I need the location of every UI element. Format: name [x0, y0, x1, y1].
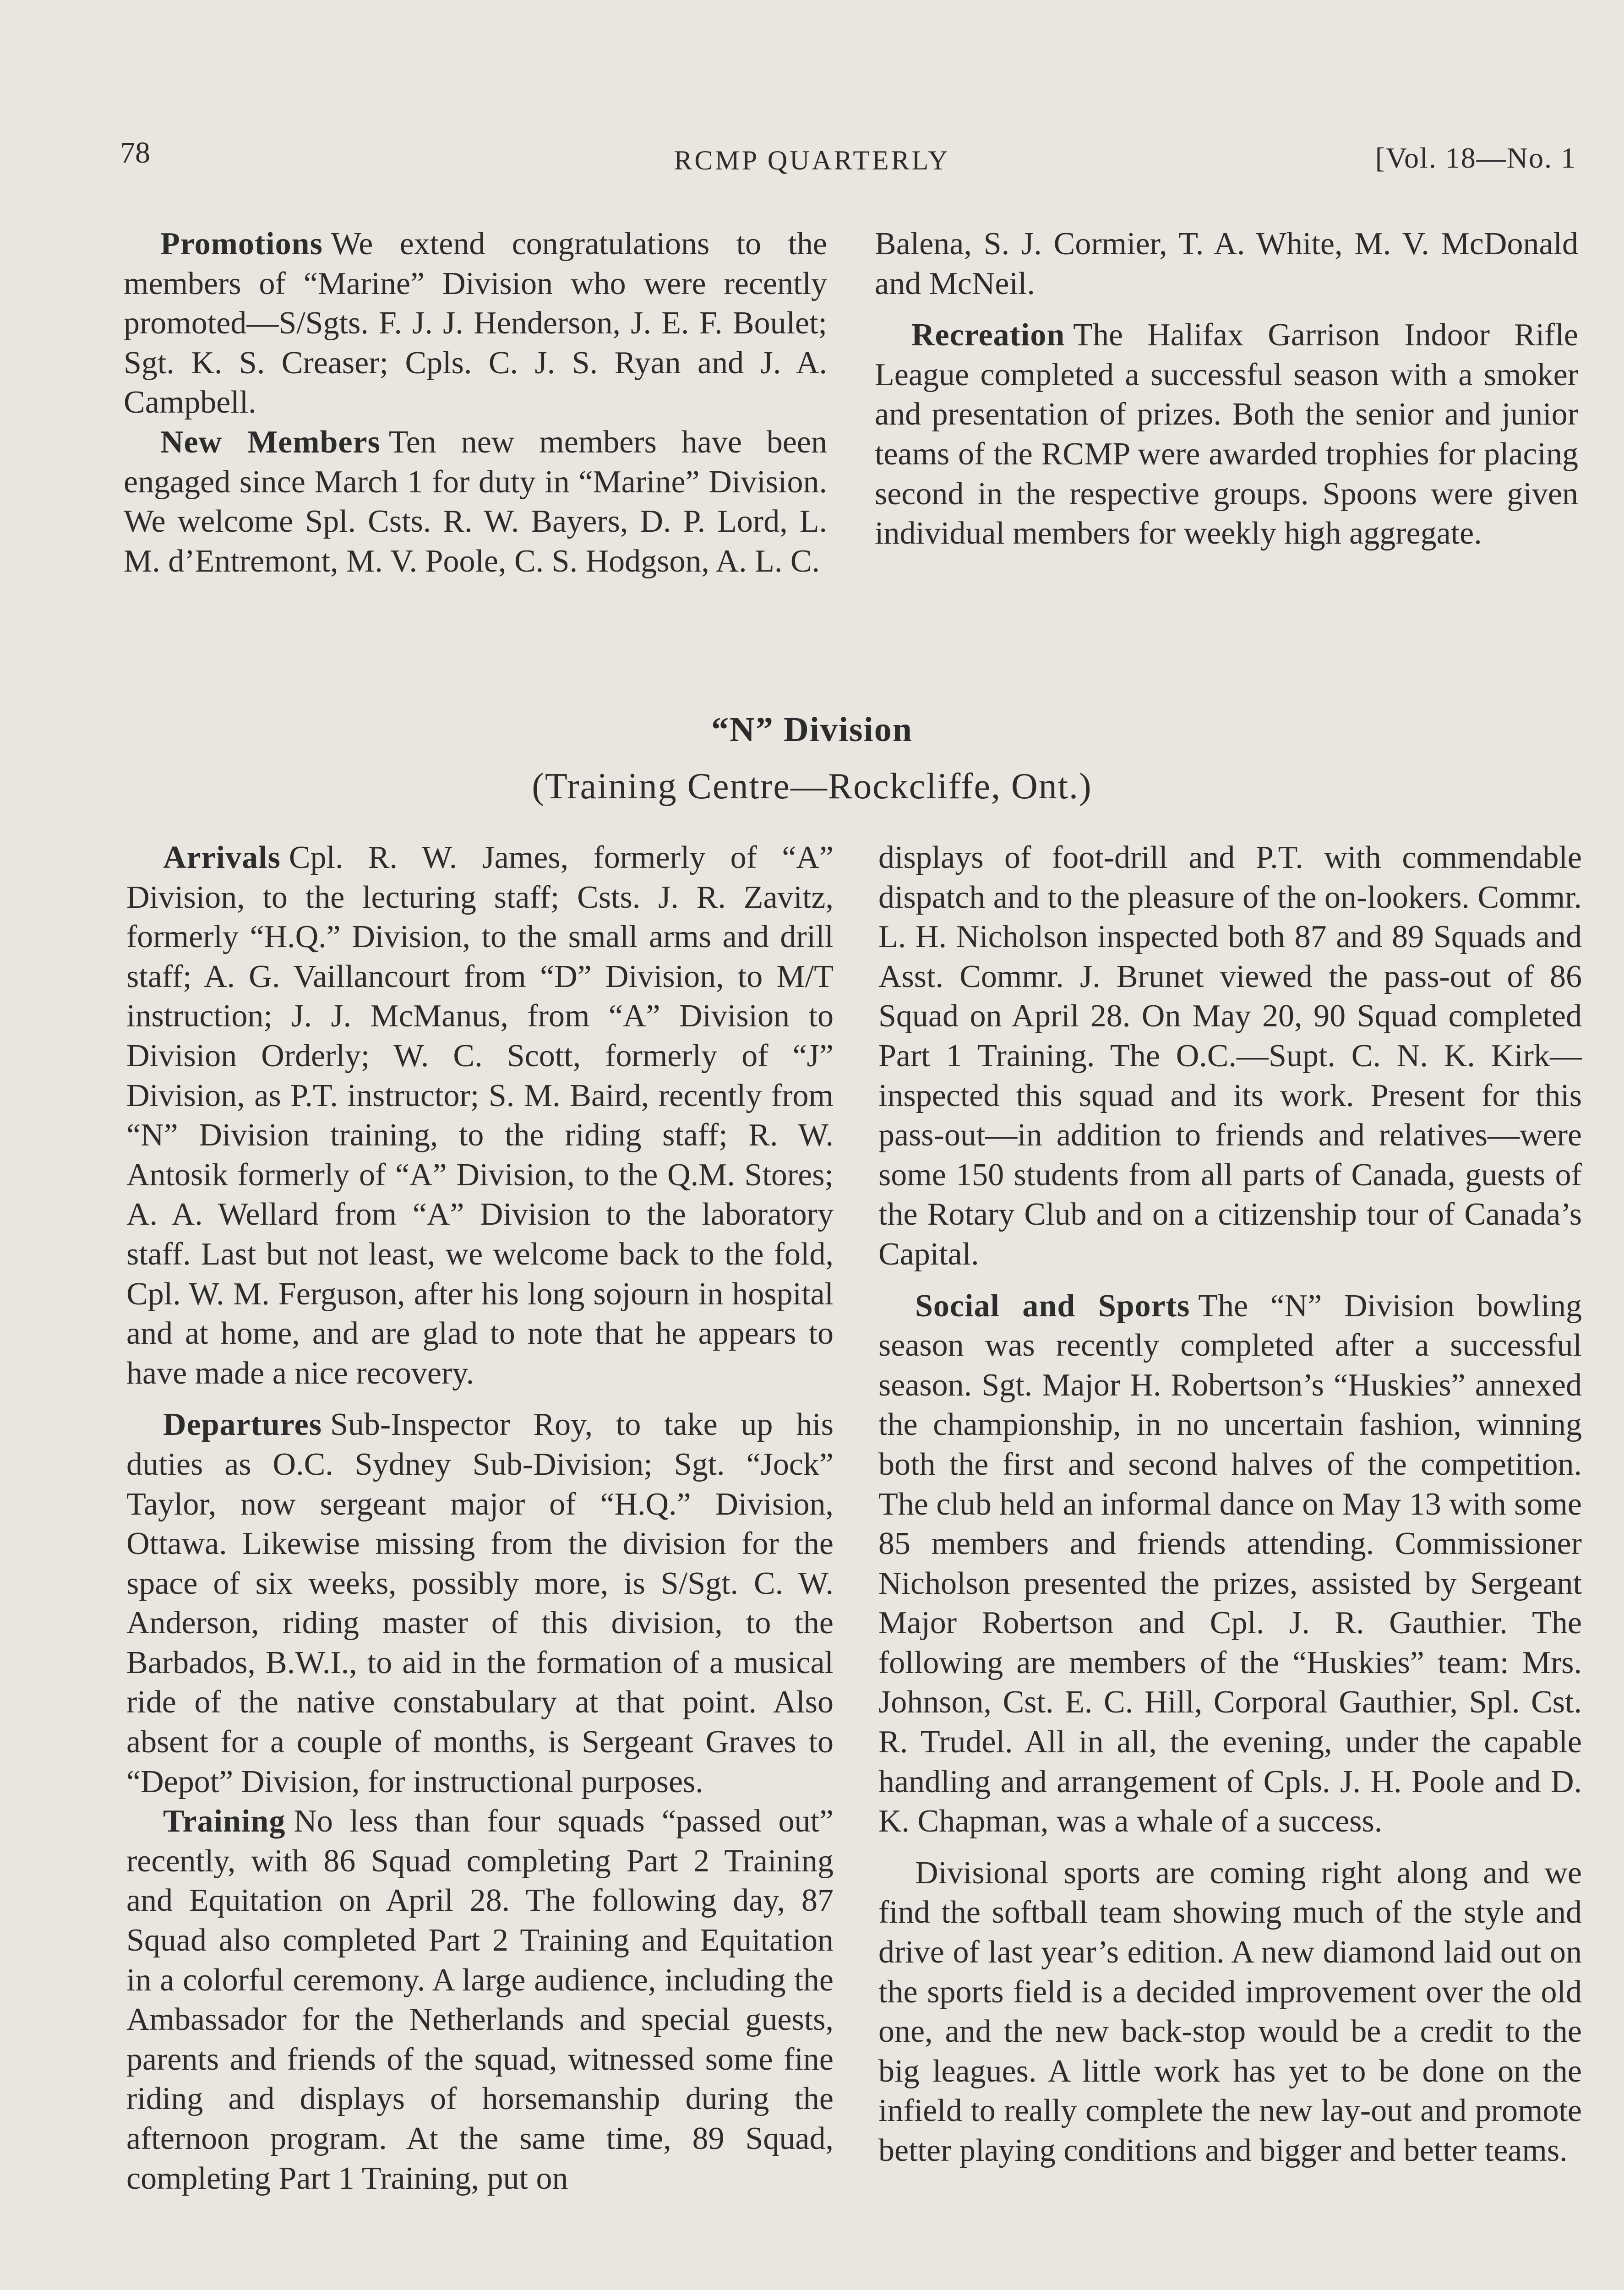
- issue-label: [Vol. 18—No. 1: [1375, 142, 1576, 174]
- main-right-column: [878, 838, 1582, 2171]
- division-heading: “N” Division: [711, 710, 913, 749]
- top-right-column: [875, 224, 1578, 554]
- new-members-continued: Balena, S. J. Cormier, T. A. White, M. V. McDonald and McNeil.: [875, 226, 1578, 301]
- training-text: No less than four squads “passed out” recently, with 86 Squad completing Part 2 Training and Equitation on April 28. The following day, 87 Squad also completed Part 2 Training and Equitation in a colorful ceremony. A large audience, including the Ambassador for the Netherlands and special guests, parents and friends of the squad, witnessed some fine riding and displays of horsemanship during the afternoon program. At the same time, 89 Squad, completing Part 1 Training, put on: [126, 1804, 834, 2196]
- recreation-heading: Recreation: [911, 317, 1065, 353]
- departures-heading: Departures: [163, 1407, 322, 1443]
- new-members-heading: New Members: [160, 424, 381, 460]
- promotions-text: We extend congratulations to the members of “Marine” Division who were recently promoted—S/Sgts. F. J. J. Henderson, J. E. F. Boulet; Sgt. K. S. Creaser; Cpls. C. J. S. Ryan and J. A. Campbell.: [124, 226, 827, 420]
- arrivals-heading: Arrivals: [163, 840, 281, 875]
- departures-text: Sub-Inspector Roy, to take up his duties as O.C. Sydney Sub-Division; Sgt. “Jock” Taylor, now sergeant major of “H.Q.” Division, Ottawa. Likewise missing from the division for the space of six weeks, possibly more, is S/Sgt. C. W. Anderson, riding master of this division, to the Barbados, B.W.I., to aid in the formation of a musical ride of the native constabulary at that point. Also absent for a couple of months, is Sergeant Graves to “Depot” Division, for instructional purposes.: [126, 1407, 834, 1799]
- arrivals-text: Cpl. R. W. James, formerly of “A” Division, to the lecturing staff; Csts. J. R. Zavitz, formerly “H.Q.” Division, to the small arms and drill staff; A. G. Vaillancourt from “D” Division, to M/T instruction; J. J. McManus, from “A” Division to Division Orderly; W. C. Scott, formerly of “J” Division, as P.T. instructor; S. M. Baird, recently from “N” Division training, to the riding staff; R. W. Antosik formerly of “A” Division, to the Q.M. Stores; A. A. Wellard from “A” Division to the laboratory staff. Last but not least, we welcome back to the fold, Cpl. W. M. Ferguson, after his long sojourn in hospital and at home, and are glad to note that he appears to have made a nice recovery.: [126, 840, 834, 1391]
- new-members-text: Ten new members have been engaged since March 1 for duty in “Marine” Division. We welcome Spl. Csts. R. W. Bayers, D. P. Lord, L. M. d’Entremont, M. V. Poole, C. S. Hodgson, A. L. C.: [124, 424, 827, 579]
- main-left-column: [126, 838, 834, 2198]
- training-continued: displays of foot-drill and P.T. with commendable dispatch and to the pleasure of the on-lookers. Commr. L. H. Nicholson inspected both 87 and 89 Squads and Asst. Commr. J. Brunet viewed the pass-out of 86 Squad on April 28. On May 20, 90 Squad completed Part 1 Training. The O.C.—Supt. C. N. K. Kirk—inspected this squad and its work. Present for this pass-out—in addition to friends and relatives—were some 150 students from all parts of Canada, guests of the Rotary Club and on a citizenship tour of Canada’s Capital.: [878, 840, 1582, 1272]
- recreation-paragraph: [875, 316, 1578, 554]
- training-paragraph: [126, 1802, 834, 2198]
- training-heading: Training: [163, 1804, 286, 1839]
- arrivals-paragraph: [126, 838, 834, 1393]
- social-sports-text: The “N” Division bowling season was recently completed after a successful season. Sgt. Major H. Robertson’s “Huskies” annexed the championship, in no uncertain fashion, winning both the first and second halves of the competition. The club held an informal dance on May 13 with some 85 members and friends attending. Commissioner Nicholson presented the prizes, assisted by Sergeant Major Robertson and Cpl. J. R. Gauthier. The following are members of the “Huskies” team: Mrs. Johnson, Cst. E. C. Hill, Corporal Gauthier, Spl. Cst. R. Trudel. All in all, the evening, under the capable handling and arrangement of Cpls. J. H. Poole and D. K. Chapman, was a whale of a success.: [878, 1288, 1582, 1839]
- division-subheading: (Training Centre—Rockcliffe, Ont.): [532, 766, 1092, 807]
- social-sports-paragraph: [878, 1287, 1582, 1842]
- departures-paragraph: [126, 1405, 834, 1802]
- promotions-paragraph: [124, 224, 827, 423]
- journal-title: RCMP QUARTERLY: [674, 145, 950, 175]
- running-header: [0, 136, 1624, 177]
- divisional-sports-paragraph: Divisional sports are coming right along and we find the softball team showing much of the style and drive of last year’s edition. A new diamond laid out on the sports field is a decided improvement over the old one, and the new back-stop would be a credit to the big leagues. A little work has yet to be done on the infield to really complete the new lay-out and promote better playing conditions and bigger and better teams.: [878, 1855, 1582, 2168]
- promotions-heading: Promotions: [160, 226, 323, 262]
- new-members-paragraph: [124, 423, 827, 581]
- top-left-column: [124, 224, 827, 581]
- page-number: 78: [120, 136, 150, 169]
- social-sports-heading: Social and Sports: [915, 1288, 1190, 1324]
- recreation-text: The Halifax Garrison Indoor Rifle League completed a successful season with a smoker and presentation of prizes. Both the senior and junior teams of the RCMP were awarded trophies for placing second in the respective groups. Spoons were given individual members for weekly high aggregate.: [875, 317, 1578, 551]
